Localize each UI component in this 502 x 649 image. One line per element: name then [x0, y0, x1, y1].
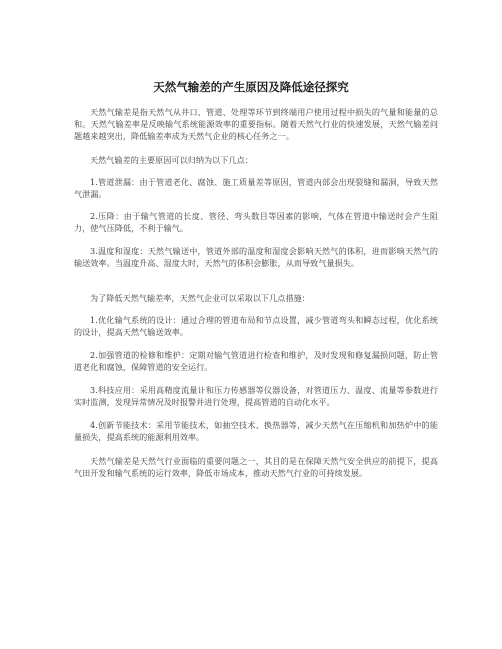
- paragraph-causes-heading: 天然气输差的主要原因可以归纳为以下几点：: [90, 155, 253, 165]
- paragraph-intro: 天然气输差是指天然气从井口、管道、处理等环节到终端用户使用过程中损失的气量和能量的总和。天然气输差率是反映输气系统能源效率的重要指标。随着天然气行业的快速发展，天然气输差问题越来越突出，降低输差率成为天然气企业的核心任务之一。: [74, 107, 438, 142]
- paragraph-cause-leakage: 1.管道泄漏：由于管道老化、腐蚀、施工质量差等原因，管道内部会出现裂缝和漏洞，导致天然气泄漏。: [74, 177, 438, 200]
- paragraph-measure-design: 1.优化输气系统的设计：通过合理的管道布局和节点设置，减少管道弯头和瞬态过程，优化系统的设计，提高天然气输送效率。: [74, 315, 438, 338]
- paragraph-measure-technology: 3.科技应用：采用高精度流量计和压力传感器等仪器设备，对管道压力、温度、流量等参数进行实时监测，发现异常情况及时报警并进行处理，提高管道的自动化水平。: [74, 385, 438, 408]
- paragraph-measures-heading: 为了降低天然气输差率，天然气企业可以采取以下几点措施：: [90, 293, 310, 303]
- paragraph-measure-maintenance: 2.加强管道的检修和维护：定期对输气管道进行检查和维护，及时发现和修复漏损问题，防止管道老化和腐蚀，保障管道的安全运行。: [74, 350, 438, 373]
- paragraph-measure-energy-saving: 4.创新节能技术：采用节能技术，如抽空技术、换热器等，减少天然气在压缩机和加热炉中的能量损失，提高系统的能源利用效率。: [74, 420, 438, 443]
- paragraph-conclusion: 天然气输差是天然气行业面临的重要问题之一，其目的是在保障天然气安全供应的前提下，提高气田开发和输气系统的运行效率，降低市场成本，推动天然气行业的可持续发展。: [74, 456, 438, 479]
- document-title: 天然气输差的产生原因及降低途径探究: [153, 80, 349, 94]
- paragraph-cause-pressure-drop: 2.压降：由于输气管道的长度、管径、弯头数目等因素的影响，气体在管道中输送时会产生阻力，使气压降低，不利于输气。: [74, 211, 438, 234]
- paragraph-cause-temperature-humidity: 3.温度和湿度：天然气输送中，管道外部的温度和湿度会影响天然气的体积，进而影响天然气的输送效率。当温度升高、湿度大时，天然气的体积会膨胀，从而导致气量损失。: [74, 246, 438, 269]
